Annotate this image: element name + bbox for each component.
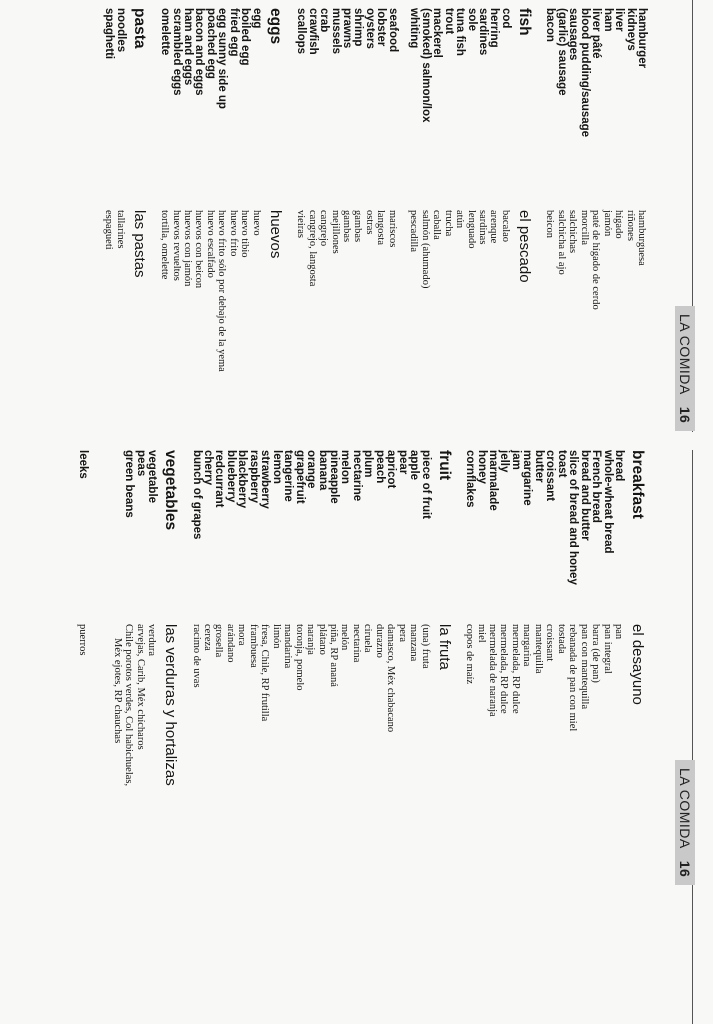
list-item: arándano [224,624,236,663]
list-item: egg sunny side up [216,8,229,109]
list-item: vieiras [295,210,307,238]
list-item: honey [475,450,488,484]
list-item: huevo frito sólo por debajo de la yema [216,210,228,372]
list-item: caballa [431,210,443,240]
list-item: egg [250,8,263,29]
meat-list-es [544,210,647,440]
list-item: sardinas [477,210,489,245]
list-item [88,450,99,620]
list-item: apple [408,450,421,481]
list-item: blood pudding/sausage [578,8,591,138]
list-item: whole-wheat bread [601,450,614,554]
list-item: Méx ejotes, RP chauchas [111,638,123,744]
list-item: cod [499,8,512,29]
list-item: bread [613,450,625,482]
list-item: gambas [352,210,364,243]
list-item [111,450,122,620]
list-item: (garlic) sausage [555,8,568,96]
seafood-list-en [295,8,398,208]
list-item: atún [454,210,466,229]
list-item: vegetable [146,450,159,504]
list-item: boiled egg [239,8,252,66]
list-item: huevo [250,210,262,236]
fruit-list-es [190,624,431,844]
list-item: nectarine [350,450,363,502]
list-item [88,624,99,844]
list-item: peach [373,450,386,484]
list-item [100,624,111,844]
list-item: tallarines [114,210,126,249]
breakfast-heading-en: breakfast [629,450,646,519]
breakfast-heading-es: el desayuno [629,624,646,705]
list-item: rebanada de pan con miel [567,624,579,732]
vegetables-heading-en: vegetables [162,450,180,531]
list-item: prawns [341,8,354,49]
list-item: bacon and eggs [193,8,206,96]
list-item: langosta [375,210,387,245]
list-item: plum [362,450,375,478]
pasta-list-es [103,210,126,440]
list-item: toronja, pomelo [293,624,305,691]
fish-list-en [408,8,511,208]
list-item: grosella [213,624,225,658]
list-item: pan con mantequilla [578,624,590,710]
list-item: lobster [375,8,388,47]
list-item: pan integral [601,624,613,674]
list-item: bread and butter [578,450,591,541]
list-item: trucha [442,210,454,237]
list-item: huevo escalfado [204,210,216,278]
list-item: scrambled eggs [170,8,183,96]
list-item: liver pâté [590,8,603,59]
list-item: huevo tibio [239,210,251,258]
list-item: cangrejo, langosta [306,210,318,287]
list-item: jam [509,450,522,470]
section-badge-right [675,760,695,885]
list-item: mermelada de naranja [487,624,499,717]
fish-list-es [408,210,511,440]
fruit-list-en [190,450,431,620]
list-item: arvejas, Carib, Méx chícharos [134,624,146,750]
list-item: banana [316,450,329,491]
page-number: 16 [677,860,693,878]
list-item: margarine [521,450,534,506]
list-item: salchichas [567,210,579,254]
list-item: frambuesa [247,624,259,668]
list-item: mantequilla [532,624,544,674]
section-label: LA COMIDA [677,768,693,849]
list-item: toast [555,450,568,478]
list-item: mejillones [329,210,341,254]
meat-list-en [544,8,647,208]
list-item: sole [465,8,478,32]
list-item: (smoked) salmon/lox [419,8,432,123]
right-spanish-column [77,624,647,844]
list-item: manzana [408,624,420,662]
list-item: melón [339,624,351,651]
list-item: mermelada, RP dulce [498,624,510,714]
list-item: gambas [341,210,353,243]
list-item: morcilla [578,210,590,245]
list-item: jelly [498,450,511,473]
list-item: salchicha al ajo [555,210,567,275]
list-item: (una) fruta [419,624,431,669]
list-item: naranja [305,624,317,655]
list-item: riñones [624,210,636,241]
left-english-column [103,8,647,208]
list-item: tuna fish [454,8,467,56]
list-item: tangerine [282,450,295,502]
eggs-heading-es: huevos [266,210,284,259]
list-item: beicon [544,210,556,238]
list-item: poached egg [204,8,217,79]
list-item: hamburger [636,8,648,69]
list-item: apricot [385,450,398,489]
list-item: fresa, Chile, RP frutilla [259,624,271,722]
list-item: cherry [202,450,215,486]
list-item: ciruela [362,624,374,653]
fish-heading-es: el pescado [515,210,533,283]
list-item: huevos revueltos [170,210,182,281]
list-item: bacon [544,8,557,42]
list-item: butter [532,450,545,483]
list-item: peas [134,450,147,477]
list-item: noodles [114,8,127,53]
list-item: mermelada, RP dulce [509,624,521,714]
list-item: tostada [555,624,567,654]
list-item: copos de maíz [464,624,476,685]
list-item: huevo frito [227,210,239,257]
list-item: raspberry [247,450,260,504]
list-item: slice of bread and honey [567,450,580,585]
list-item: orange [305,450,318,489]
section-badge-left [675,306,695,431]
list-item: hígado [613,210,625,239]
list-item: mariscos [386,210,398,248]
list-item: Chile porotos verdes, Col habichuelas, [123,624,135,787]
list-item: puerros [77,624,89,656]
right-english-column [77,450,647,620]
list-item: fried egg [227,8,240,57]
list-item: piña, RP ananá [328,624,340,687]
list-item: shrimp [352,8,365,47]
list-item: French bread [590,450,603,523]
list-item: racimo de uvas [190,624,202,688]
list-item: blackberry [236,450,249,509]
pasta-list-en [103,8,126,208]
list-item: barra (de pan) [590,624,602,683]
list-item: limón [270,624,282,649]
list-item: nectarina [350,624,362,663]
eggs-list-en [159,8,262,208]
list-item: pera [396,624,408,643]
list-item: lemon [270,450,283,484]
list-item: oysters [363,8,376,49]
eggs-list-es [159,210,262,440]
list-item: huevos con beicon [193,210,205,289]
breakfast-list-es [464,624,624,844]
list-item: salmón (ahumado) [419,210,431,289]
list-item [100,450,111,620]
list-item: arenque [488,210,500,244]
list-item: lenguado [465,210,477,249]
list-item: marmalade [487,450,500,511]
seafood-list-es [295,210,398,440]
list-item: grapefruit [293,450,306,504]
list-item: crawfish [306,8,319,55]
list-item: green beans [123,450,136,518]
list-item: herring [488,8,501,48]
list-item: spaghetti [103,8,116,60]
list-item: croissant [544,450,557,502]
fruit-heading-en: fruit [435,450,453,481]
list-item: hamburguesa [636,210,647,266]
vegetables-heading-es: las verduras y hortalizas [162,624,180,786]
list-item: seafood [386,8,399,53]
list-item: paté de hígado de cerdo [590,210,602,310]
left-spanish-column [103,210,647,440]
list-item: cornflakes [464,450,477,508]
pasta-heading-en: pasta [130,8,148,49]
list-item: damasco, Méx chabacano [385,624,397,733]
list-item: cangrejo [318,210,330,247]
list-item: pescadilla [408,210,420,252]
list-item: redcurrant [213,450,226,508]
list-item: margarina [521,624,533,667]
vegetables-list-en [77,450,157,620]
list-item: miel [475,624,487,643]
header-rule-right [692,450,693,1024]
list-item: sausages [567,8,580,61]
list-item: whiting [408,8,421,49]
list-item: huevos con jamón [182,210,194,287]
list-item: mackerel [431,8,444,58]
list-item: mussels [329,8,342,55]
list-item: kidneys [624,8,637,51]
eggs-heading-en: eggs [266,8,284,45]
list-item: espagueti [103,210,115,250]
list-item: jamón [601,210,613,237]
fish-heading-en: fish [515,8,533,36]
list-item: pear [396,450,409,475]
list-item: ham [601,8,614,32]
list-item: mora [236,624,248,646]
list-item: plátano [316,624,328,655]
list-item: blueberry [224,450,237,503]
list-item: verdura [146,624,158,657]
list-item: omelette [159,8,172,56]
list-item: mandarina [282,624,294,669]
fruit-heading-es: la fruta [435,624,453,670]
list-item: leeks [77,450,90,479]
section-label: LA COMIDA [677,314,693,395]
list-item: ham and eggs [182,8,195,86]
list-item: trout [442,8,455,35]
list-item: ostras [363,210,375,235]
list-item: durazno [373,624,385,658]
list-item: cereza [202,624,214,651]
page-number: 16 [677,406,693,424]
list-item: scallops [295,8,308,55]
list-item: melon [339,450,352,484]
pasta-heading-es: las pastas [130,210,148,278]
list-item: crab [318,8,331,33]
list-item: tortilla, omelette [159,210,171,280]
list-item: sardines [477,8,490,56]
list-item: croissant [544,624,556,662]
breakfast-list-en [464,450,624,620]
vegetables-list-es [77,624,157,844]
list-item: pan [613,624,624,640]
list-item: pineapple [328,450,341,504]
list-item: bacalao [499,210,511,243]
list-item: piece of fruit [419,450,432,520]
list-item: bunch of grapes [190,450,203,540]
list-item: strawberry [259,450,272,509]
list-item: liver [613,8,626,32]
